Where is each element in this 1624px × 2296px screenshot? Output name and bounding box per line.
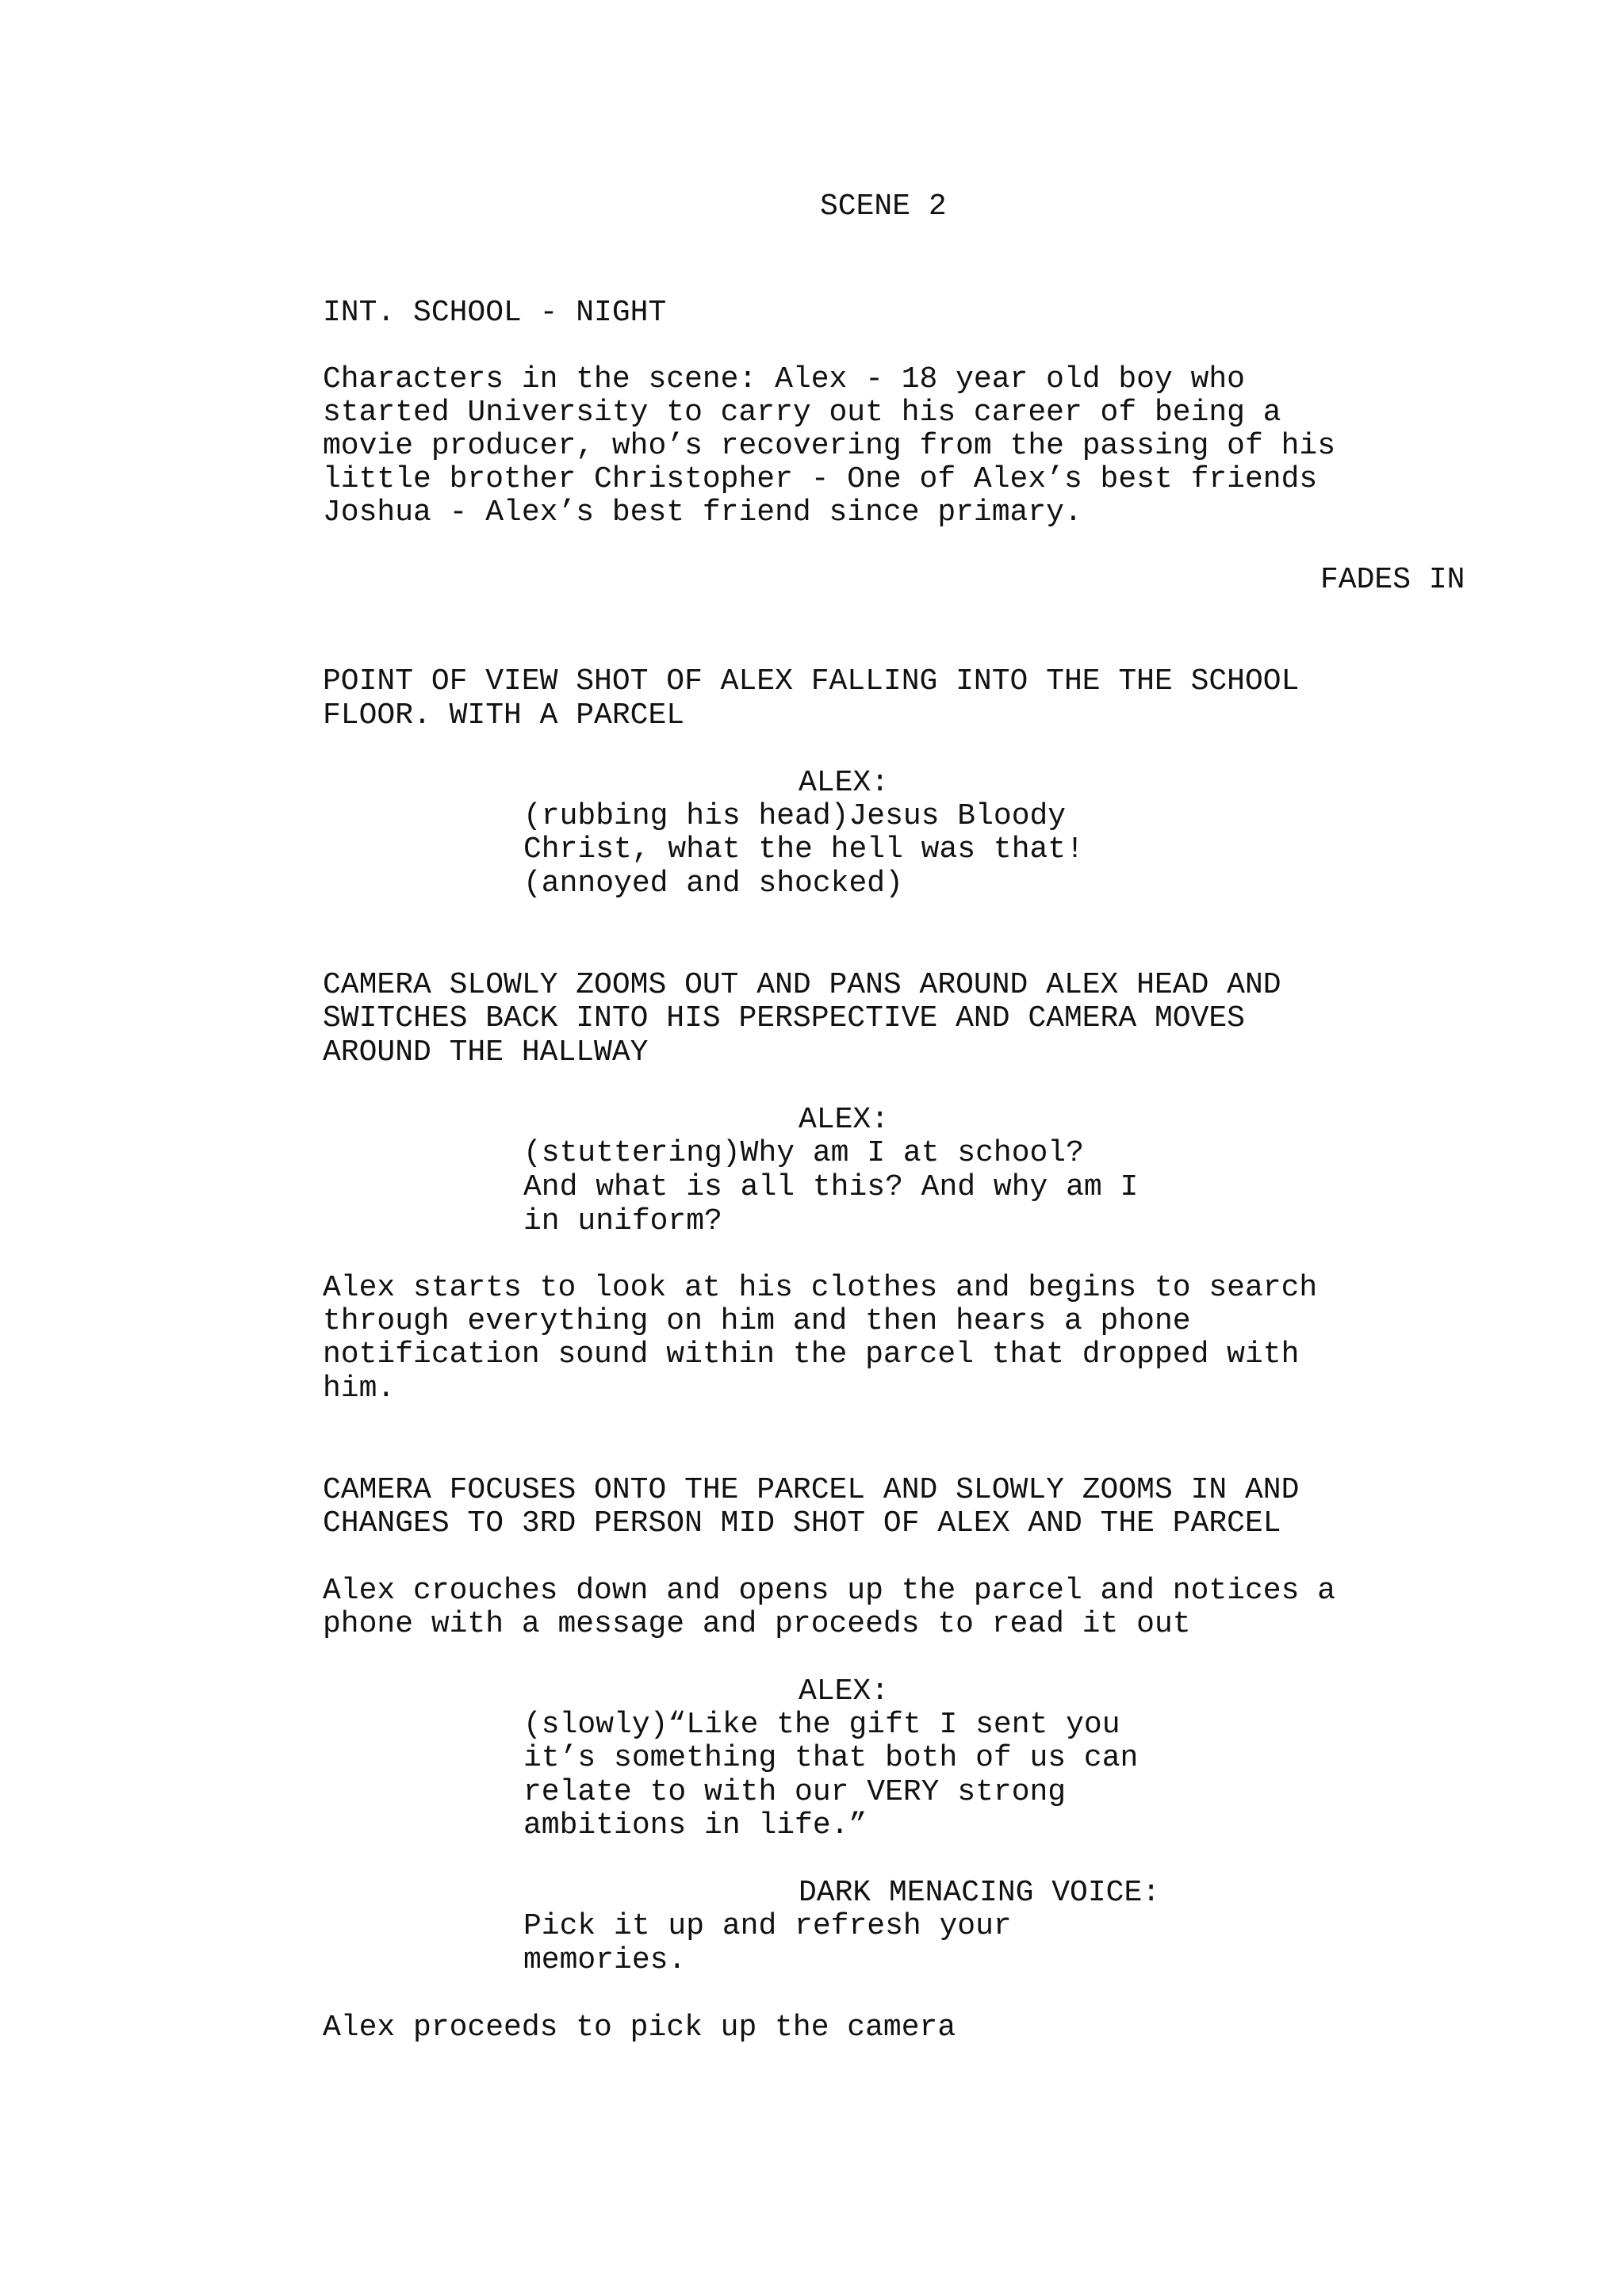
scene-title: SCENE 2: [820, 189, 947, 224]
shot-line: CAMERA SLOWLY ZOOMS OUT AND PANS AROUND ALEX HEAD AND: [323, 968, 1281, 1002]
dialogue-line: relate to with our VERY strong: [523, 1775, 1067, 1809]
dialogue-line: (slowly)“Like the gift I sent you: [523, 1708, 1120, 1742]
dialogue-line: in uniform?: [523, 1204, 722, 1238]
dialogue-line: Pick it up and refresh your: [523, 1909, 1012, 1943]
dialogue-line: (rubbing his head)Jesus Bloody: [523, 799, 1067, 833]
dialogue-line: (stuttering)Why am I at school?: [523, 1136, 1084, 1170]
character-name: DARK MENACING VOICE:: [799, 1876, 1161, 1910]
scene-slugline: INT. SCHOOL - NIGHT: [323, 296, 667, 330]
shot-line: CAMERA FOCUSES ONTO THE PARCEL AND SLOWLY ZOOMS IN AND: [323, 1473, 1300, 1507]
dialogue-line: memories.: [523, 1943, 687, 1977]
shot-line: CHANGES TO 3RD PERSON MID SHOT OF ALEX AND THE PARCEL: [323, 1506, 1281, 1540]
action-line: notification sound within the parcel that dropped with: [323, 1337, 1300, 1372]
characters-intro-line: movie producer, who’s recovering from the passing of his: [323, 429, 1336, 463]
dialogue-line: (annoyed and shocked): [523, 867, 903, 901]
action-line-final: Alex proceeds to pick up the camera: [323, 2011, 956, 2045]
shot-line: POINT OF VIEW SHOT OF ALEX FALLING INTO THE THE SCHOOL: [323, 664, 1300, 698]
action-line: him.: [323, 1372, 396, 1406]
dialogue-line: ambitions in life.”: [523, 1808, 868, 1843]
action-line: through everything on him and then hears a phone: [323, 1304, 1191, 1338]
shot-line: FLOOR. WITH A PARCEL: [323, 698, 685, 733]
characters-intro-line: started University to carry out his career of being a: [323, 396, 1281, 430]
character-name: ALEX:: [799, 766, 890, 800]
character-name: ALEX:: [799, 1103, 890, 1137]
action-line: Alex crouches down and opens up the parcel and notices a: [323, 1574, 1336, 1608]
characters-intro-line: Joshua - Alex’s best friend since primary.: [323, 496, 1082, 530]
action-line: phone with a message and proceeds to read it out: [323, 1607, 1191, 1641]
dialogue-line: it’s something that both of us can: [523, 1741, 1139, 1775]
action-line: Alex starts to look at his clothes and begins to search: [323, 1271, 1318, 1305]
shot-line: SWITCHES BACK INTO HIS PERSPECTIVE AND CAMERA MOVES: [323, 1001, 1245, 1035]
dialogue-line: Christ, what the hell was that!: [523, 832, 1084, 867]
characters-intro-line: Characters in the scene: Alex - 18 year old boy who: [323, 362, 1245, 396]
characters-intro-line: little brother Christopher - One of Alex’s best friends: [323, 462, 1318, 496]
dialogue-line: And what is all this? And why am I: [523, 1170, 1139, 1204]
transition-fades-in: FADES IN: [1320, 563, 1465, 597]
character-name: ALEX:: [799, 1674, 890, 1709]
shot-line: AROUND THE HALLWAY: [323, 1035, 649, 1070]
